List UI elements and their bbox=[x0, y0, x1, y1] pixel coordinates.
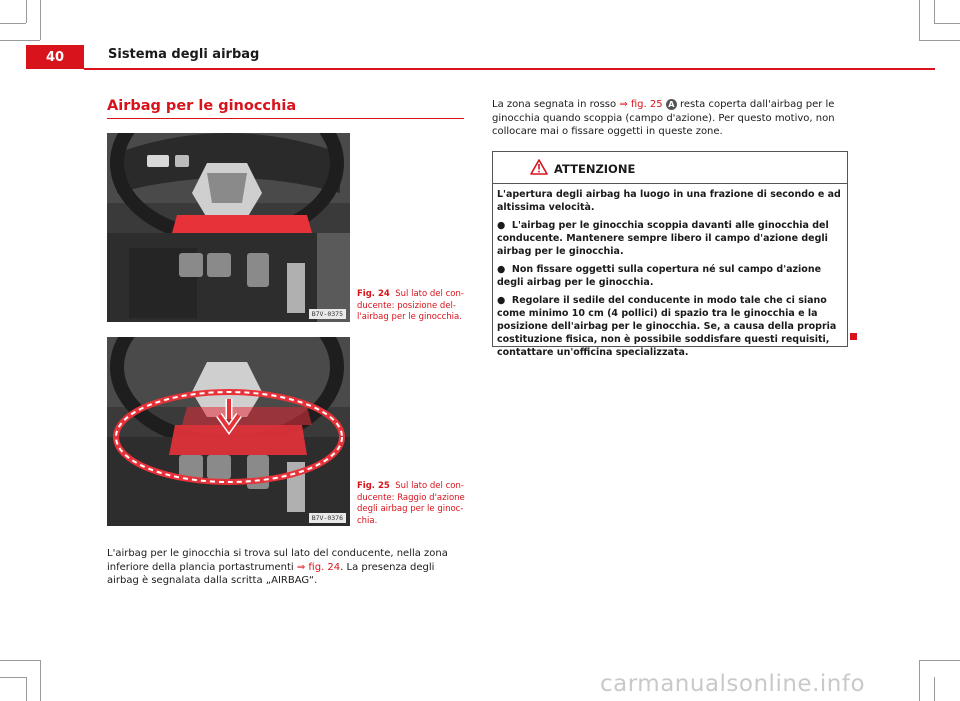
crop-mark bbox=[934, 23, 960, 24]
crop-mark bbox=[0, 40, 40, 41]
crop-mark bbox=[919, 40, 960, 41]
figure-code: B7V-0376 bbox=[309, 513, 346, 523]
crop-mark bbox=[26, 0, 27, 23]
caption-label: Fig. 24 bbox=[357, 289, 390, 299]
figure-code: B7V-0375 bbox=[309, 309, 346, 319]
bullet-text: Non fissare oggetti sulla copertura né sul campo d'azione degli airbag per le ginocchia. bbox=[497, 264, 822, 288]
crop-mark bbox=[934, 0, 935, 23]
bullet-icon: ● bbox=[497, 220, 506, 231]
crop-mark bbox=[919, 660, 920, 701]
warning-body bbox=[493, 184, 847, 359]
caption-label: Fig. 25 bbox=[357, 481, 390, 491]
crop-mark bbox=[40, 0, 41, 40]
warning-bullet bbox=[497, 219, 843, 258]
paragraph-text: La zona segnata in rosso bbox=[492, 99, 620, 110]
warning-bullet bbox=[497, 263, 843, 289]
right-paragraph bbox=[492, 98, 852, 139]
crop-mark bbox=[0, 23, 26, 24]
caption-text: Sul lato del conducente: Raggio d'azione degli airbag per le ginocchia. bbox=[357, 481, 465, 526]
crop-mark bbox=[0, 677, 26, 678]
left-paragraph bbox=[107, 547, 467, 588]
figure-reference-link[interactable]: ⇒ fig. 24 bbox=[296, 561, 341, 573]
crop-mark bbox=[26, 677, 27, 701]
warning-title: ATTENZIONE bbox=[554, 162, 636, 176]
bullet-icon: ● bbox=[497, 295, 506, 306]
section-end-marker bbox=[850, 333, 857, 340]
callout-badge: A bbox=[666, 99, 677, 110]
crop-mark bbox=[0, 660, 40, 661]
section-divider bbox=[107, 118, 464, 119]
figure-24-caption bbox=[357, 289, 467, 324]
crop-mark bbox=[40, 660, 41, 701]
warning-triangle-icon bbox=[530, 159, 548, 175]
warning-bullet bbox=[497, 294, 843, 359]
bullet-text: L'airbag per le ginocchia scoppia davanti alle ginocchia del conducente. Mantenere sempre libero il campo d'azione degli airbag per le ginocchia. bbox=[497, 220, 829, 257]
paragraph-text: L'airbag per le ginocchia si trova sul lato del conducente, nella zona inferiore della plancia portastrumenti bbox=[107, 548, 448, 573]
page-number: 40 bbox=[26, 45, 84, 69]
caption-text: Sul lato del conducente: posizione dell'airbag per le ginocchia. bbox=[357, 289, 464, 322]
crop-mark bbox=[919, 0, 920, 40]
figure-24-image bbox=[107, 133, 350, 322]
section-title: Airbag per le ginocchia bbox=[107, 98, 297, 114]
crop-mark bbox=[919, 660, 960, 661]
bullet-text: Regolare il sedile del conducente in modo tale che ci siano come minimo 10 cm (4 pollici) di spazio tra le ginocchia e la posizione dell'airbag per le ginocchia. Se, a causa della propria costituzione fisica, non è possibile soddisfare questi requisiti, contattare un'officina specializzata. bbox=[497, 295, 837, 358]
warning-intro: L'apertura degli airbag ha luogo in una frazione di secondo e ad altissima velocità. bbox=[497, 189, 841, 213]
paragraph-text: . La presenza degli airbag è segnalata dalla scritta „AIRBAG“. bbox=[107, 561, 435, 586]
paragraph-text: resta coperta dall'airbag per le ginocchia quando scoppia (campo d'azione). Per questo motivo, non collocare mai o fissare oggetti in queste zone. bbox=[492, 99, 835, 137]
warning-header bbox=[493, 152, 847, 184]
header-divider bbox=[84, 68, 935, 70]
bullet-icon: ● bbox=[497, 264, 506, 275]
warning-box bbox=[492, 151, 848, 358]
figure-reference-link[interactable]: ⇒ fig. 25 bbox=[619, 99, 663, 110]
chapter-title: Sistema degli airbag bbox=[108, 47, 260, 62]
figure-25-image bbox=[107, 337, 350, 526]
crop-mark bbox=[934, 677, 935, 701]
figure-25-caption bbox=[357, 481, 467, 527]
watermark: carmanualsonline.info bbox=[600, 671, 866, 697]
